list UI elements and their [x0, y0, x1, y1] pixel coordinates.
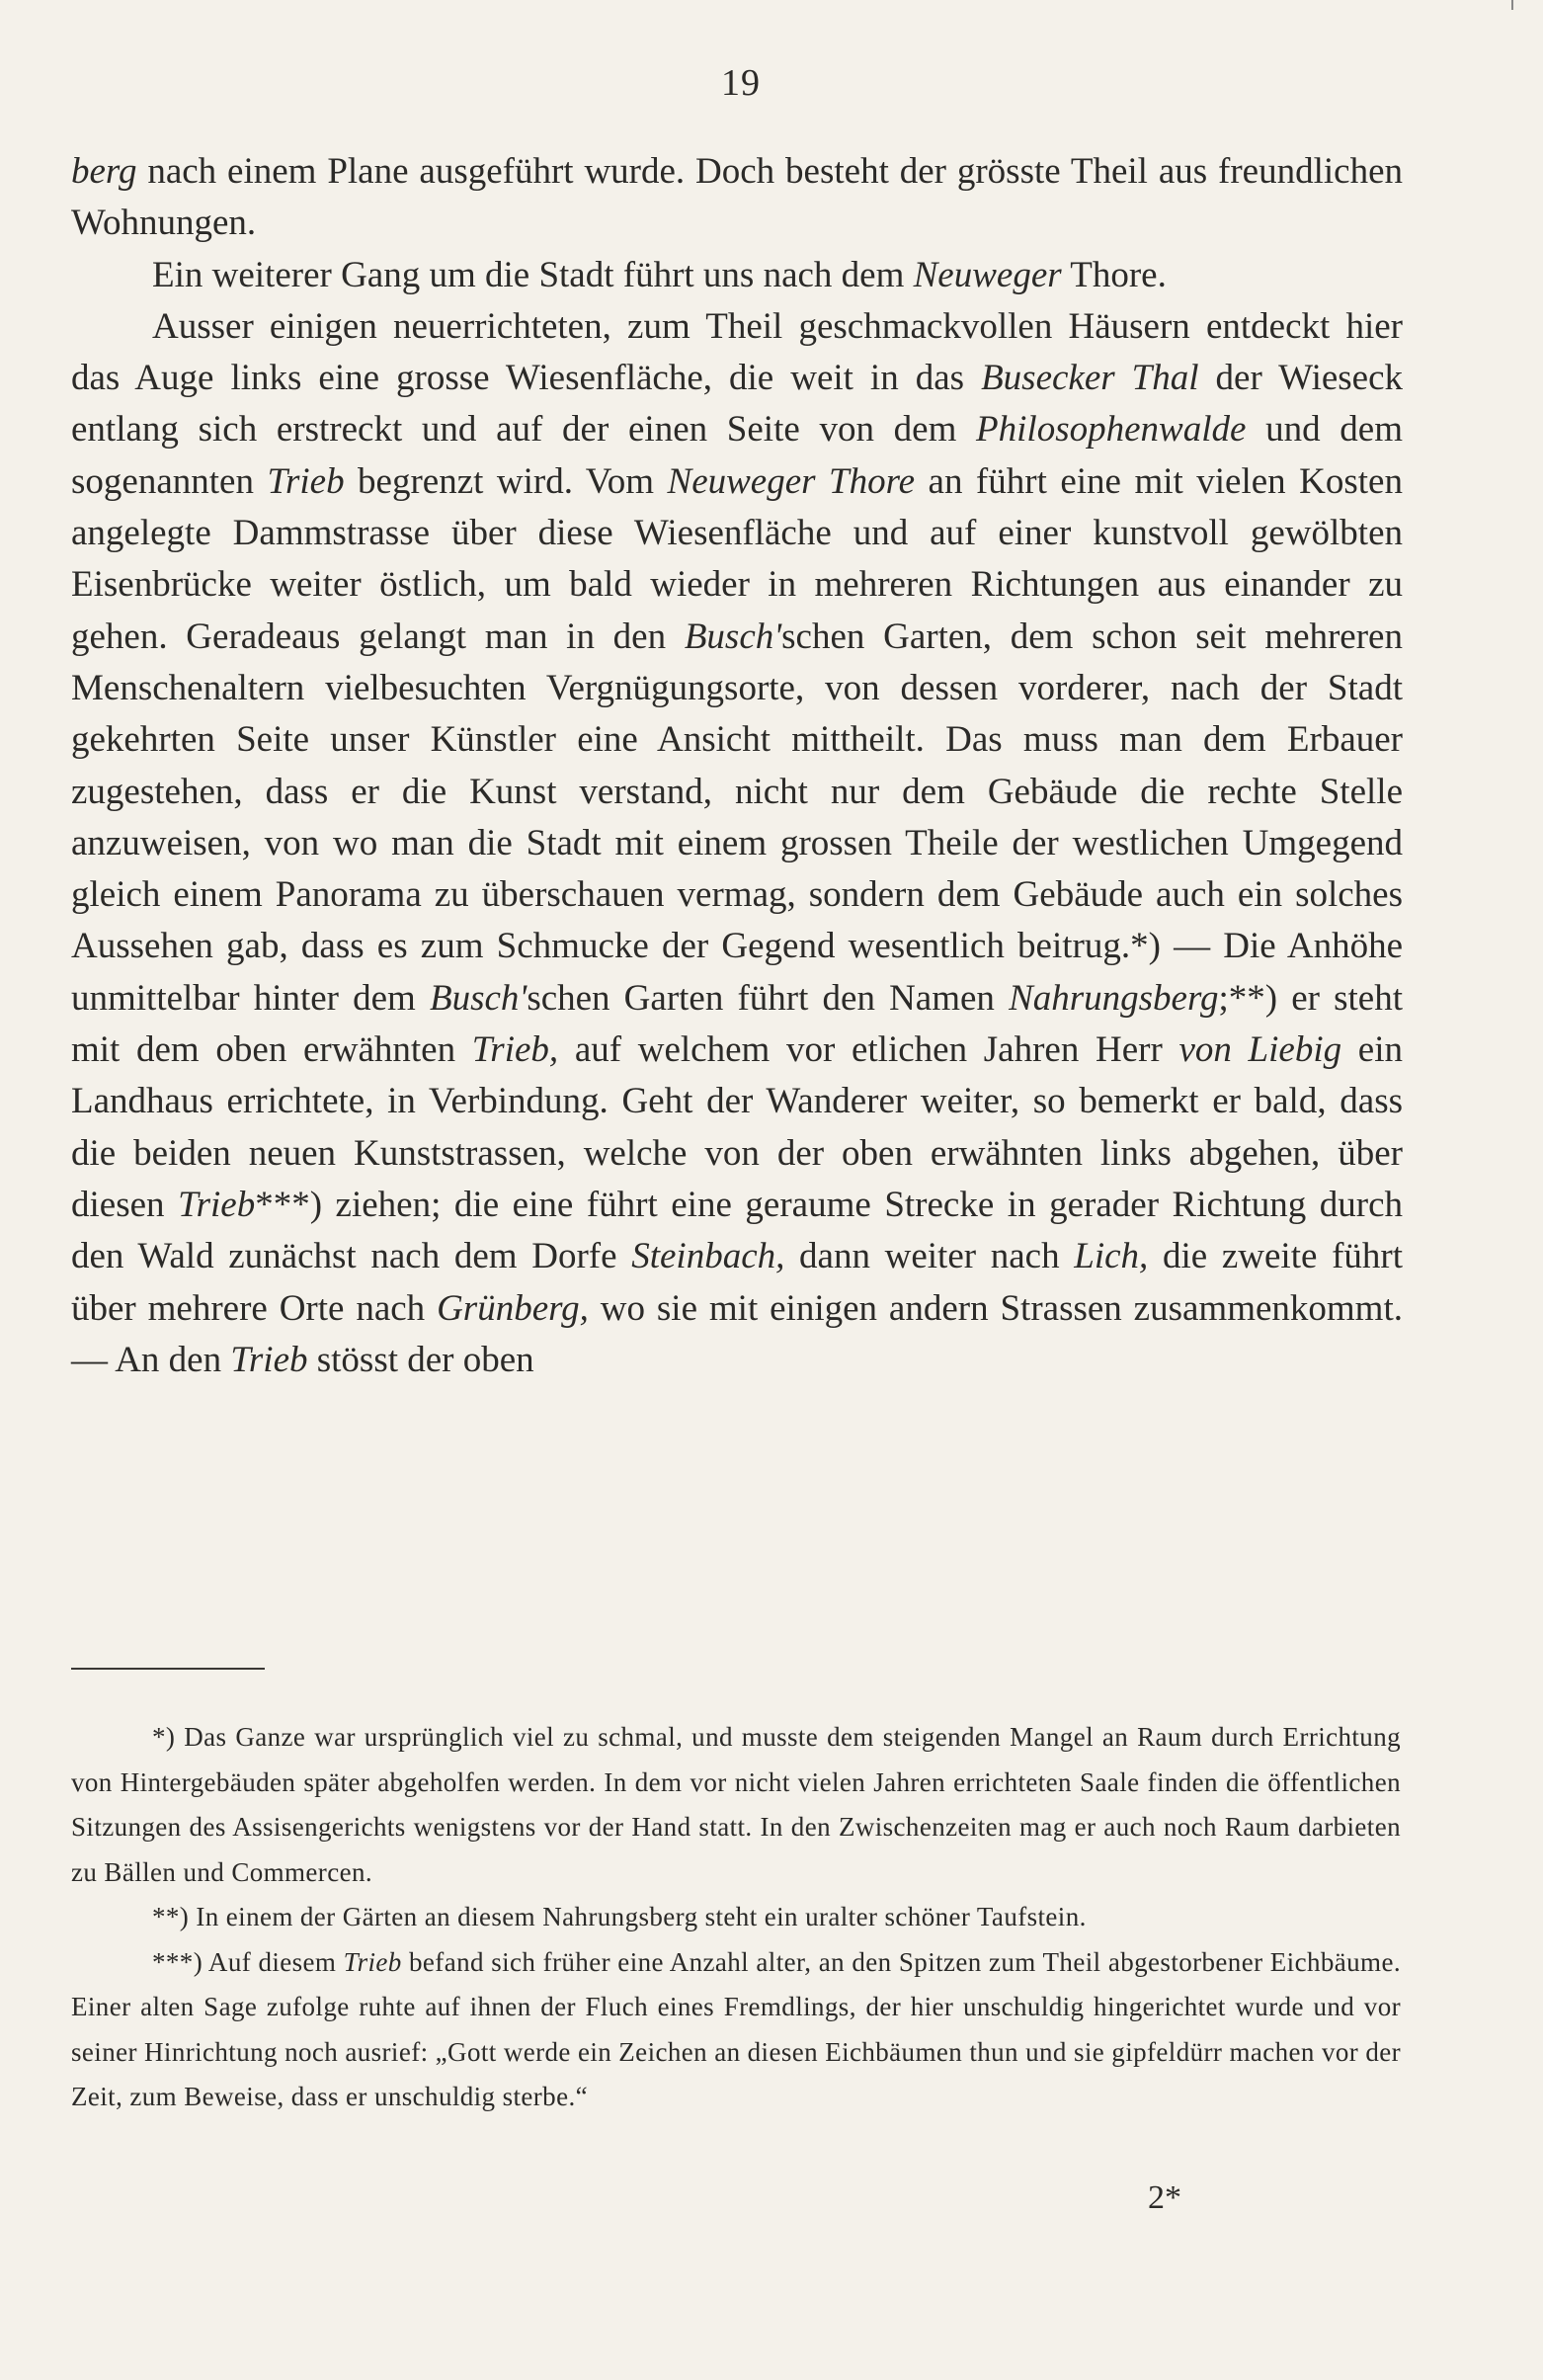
text-run: wo sie mit einigen andern Strassen zusammenkommt. — An den [71, 1287, 1403, 1380]
italic-term: Neuweger [913, 254, 1062, 295]
italic-term: Trieb, [471, 1029, 559, 1071]
text-run: dann weiter nach [784, 1236, 1075, 1277]
footnote-divider [71, 1668, 265, 1670]
text-run: ;**) er steht mit dem oben erwähnten [71, 977, 1403, 1071]
printer-signature-mark: 2* [1148, 2179, 1181, 2216]
italic-term: Trieb [178, 1184, 256, 1225]
italic-term: Philosophenwalde [976, 409, 1247, 451]
text-run: Thore. [1061, 254, 1167, 295]
text-run: stösst der oben [307, 1339, 534, 1380]
text-run: begrenzt wird. Vom [344, 460, 668, 502]
footnote-2: **) In einem der Gärten an diesem Nahrungsberg steht ein uralter schöner Taufstein. [152, 1902, 1087, 1931]
text-run: ***) Auf diesem [152, 1946, 344, 1977]
text-run: an führt eine mit vielen Kosten angelegte Dammstrasse über diese Wiesenfläche und auf einer kunstvoll gewölbten Eisenbrücke weiter östlich, um bald wieder in mehreren Richtungen aus einander zu gehen. Geradeaus gelangt man in den [71, 460, 1403, 657]
text-run: Ein weiterer Gang um die Stadt führt uns nach dem [152, 254, 914, 295]
paragraph-2 [71, 250, 1403, 301]
italic-term: Busch' [684, 616, 782, 657]
italic-term: Busch' [429, 977, 528, 1019]
footnote-3 [71, 1940, 1401, 2120]
footnote-1: *) Das Ganze war ursprünglich viel zu schmal, und musste dem steigenden Mangel an Raum durch Errichtung von Hintergebäuden später abgeholfen werden. In dem vor nicht vielen Jahren errichteten Saale finden die öffentlichen Sitzungen des Assisengerichts wenigstens vor der Hand statt. In den Zwischenzeiten mag er auch noch Raum darbieten zu Bällen und Commercen. [71, 1722, 1401, 1887]
italic-term: Grünberg, [437, 1287, 589, 1329]
italic-term: von Liebig [1178, 1029, 1342, 1071]
italic-term: Lich, [1074, 1236, 1149, 1277]
text-run: ein Landhaus errichtete, in Verbindung. Geht der Wanderer weiter, so bemerkt er bald, dass die beiden neuen Kunststrassen, welche von der oben erwähnten links abgehen, über diesen [71, 1029, 1404, 1225]
text-run: ***) ziehen; die eine führt eine geraume Strecke in gerader Richtung durch den Wald zunächst nach dem Dorfe [71, 1184, 1403, 1277]
footnotes [71, 1715, 1401, 2120]
page-edge-mark [1511, 0, 1513, 10]
main-text [71, 146, 1403, 1386]
text-run: die zweite führt über mehrere Orte nach [71, 1236, 1403, 1329]
text-run: schen Garten, dem schon seit mehreren Menschenaltern vielbesuchten Vergnügungsorte, von dessen vorderer, nach der Stadt gekehrten Seite unser Künstler eine Ansicht mittheilt. Das muss man dem Erbauer zugestehen, dass er die Kunst verstand, nicht nur dem Gebäude die rechte Stelle anzuweisen, von wo man die Stadt mit einem grossen Theile der westlichen Umgegend gleich einem Panorama zu überschauen vermag, sondern dem Gebäude auch ein solches Aussehen gab, dass es zum Schmucke der Gegend wesentlich beitrug.*) — Die Anhöhe unmittelbar hinter dem [71, 616, 1403, 1019]
paragraph-3 [71, 301, 1403, 1386]
text-run: befand sich früher eine Anzahl alter, an den Spitzen zum Theil abgestorbener Eichbäume. Einer alten Sage zufolge ruhte auf ihnen der Fluch eines Fremdlings, der hier unschuldig hingerichtet wurde und vor seiner Hinrichtung noch ausrief: „Gott werde ein Zeichen an diesen Eichbäumen thun und sie gipfeldürr machen vor der Zeit, zum Beweise, dass er unschuldig sterbe.“ [71, 1946, 1401, 2111]
text-run: schen Garten führt den Namen [527, 977, 1010, 1019]
italic-term: berg [71, 151, 137, 192]
text-run: auf welchem vor etlichen Jahren Herr [558, 1029, 1179, 1071]
italic-term: Steinbach, [631, 1236, 785, 1277]
text-run: nach einem Plane ausgeführt wurde. Doch besteht der grösste Theil aus freundlichen Wohnungen. [71, 151, 1403, 244]
text-run: und dem sogenannten [71, 409, 1403, 502]
text-run: Ausser einigen neuerrichteten, zum Theil geschmackvollen Häusern entdeckt hier das Auge links eine grosse Wiesenfläche, die weit in das [71, 305, 1403, 399]
italic-term: Trieb [343, 1946, 402, 1977]
paragraph-1 [71, 146, 1403, 250]
italic-term: Trieb [230, 1339, 308, 1380]
italic-term: Nahrungsberg [1009, 977, 1219, 1019]
page-number: 19 [721, 62, 761, 104]
italic-term: Neuweger Thore [667, 460, 916, 502]
italic-term: Trieb [267, 460, 345, 502]
italic-term: Busecker Thal [981, 358, 1199, 399]
text-run: der Wieseck entlang sich erstreckt und auf der einen Seite von dem [71, 358, 1404, 451]
